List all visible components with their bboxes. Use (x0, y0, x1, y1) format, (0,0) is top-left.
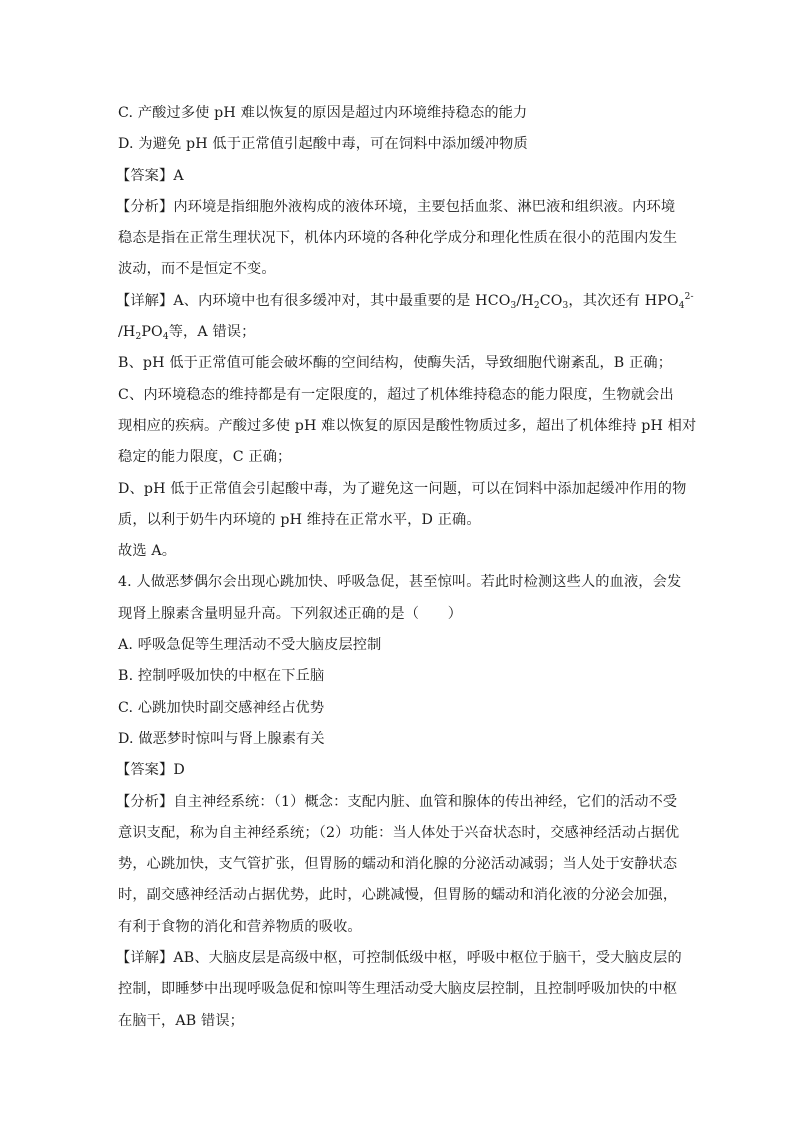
q3-detail-d-line-2: 质，以利于奶牛内环境的 pH 维持在正常水平，D 正确。 (118, 511, 481, 528)
q3-analysis-line-3: 波动，而不是恒定不变。 (118, 261, 276, 278)
q3-detail-a-line-1: 【详解】A、内环境中也有很多缓冲对，其中最重要的是 $HCO_3/H_2CO_3$，其次还有 $HPO_4^{2-}$ (116, 291, 694, 311)
q3-detail-a-line-2: $/H_2PO_4$等，A 错误； (118, 324, 256, 343)
analysis-tag: 【分析】 (116, 793, 174, 810)
q3-detail-c-line-2: 现相应的疾病。产酸过多使 pH 难以恢复的原因是酸性物质过多，超出了机体维持 pH 相对 (118, 417, 697, 434)
detail-tag: 【详解】 (116, 292, 174, 309)
q4-option-b: B. 控制呼吸加快的中枢在下丘脑 (118, 668, 325, 685)
answer-value: D (173, 762, 185, 779)
q4-stem-line-2: 现肾上腺素含量明显升高。下列叙述正确的是（ ） (118, 605, 463, 622)
q4-option-c: C. 心跳加快时副交感神经占优势 (118, 699, 325, 716)
q4-detail-line-2: 控制，即睡梦中出现呼吸急促和惊叫等生理活动受大脑皮层控制，且控制呼吸加快的中枢 (118, 981, 678, 998)
answer-value: A (173, 167, 184, 184)
q4-detail-line-3: 在脑干，AB 错误； (118, 1012, 244, 1029)
q3-detail-b: B、pH 低于正常值可能会破坏酶的空间结构，使酶失活，导致细胞代谢紊乱，B 正确； (118, 355, 673, 372)
q3-detail-c-line-1: C、内环境稳态的维持都是有一定限度的，超过了机体维持稳态的能力限度，生物就会出 (118, 386, 674, 403)
q3-analysis-line-2: 稳态是指在正常生理状况下，机体内环境的各种化学成分和理化性质在很小的范围内发生 (118, 230, 678, 247)
q4-analysis-line-1: 【分析】自主神经系统：（1）概念：支配内脏、血管和腺体的传出神经，它们的活动不受 (116, 793, 678, 810)
q4-option-a: A. 呼吸急促等生理活动不受大脑皮层控制 (118, 637, 382, 654)
q3-detail-c-line-3: 稳定的能力限度，C 正确； (118, 449, 292, 466)
answer-tag: 【答案】 (116, 167, 174, 184)
q3-conclusion: 故选 A。 (118, 543, 177, 560)
q4-stem-line-1: 4. 人做恶梦偶尔会出现心跳加快、呼吸急促，甚至惊叫。若此时检测这些人的血液，会发 (118, 574, 682, 591)
q4-option-d: D. 做恶梦时惊叫与肾上腺素有关 (118, 730, 325, 747)
analysis-tag: 【分析】 (116, 198, 174, 215)
q4-analysis-line-3: 势，心跳加快，支气管扩张，但胃肠的蠕动和消化腺的分泌活动减弱；当人处于安静状态 (118, 856, 678, 873)
q4-analysis-line-5: 有利于食物的消化和营养物质的吸收。 (118, 918, 362, 935)
q3-detail-d-line-1: D、pH 低于正常值会引起酸中毒，为了避免这一问题，可以在饲料中添加起缓冲作用的物 (118, 480, 687, 497)
q3-answer (118, 161, 678, 192)
q3-analysis-line-1 (118, 192, 678, 223)
q4-analysis-line-2: 意识支配，称为自主神经系统；（2）功能：当人体处于兴奋状态时，交感神经活动占据优 (118, 824, 680, 841)
document-page (116, 98, 697, 1037)
q4-detail-line-1: 【详解】AB、大脑皮层是高级中枢，可控制低级中枢，呼吸中枢位于脑干，受大脑皮层的 (116, 950, 682, 967)
analysis-text: 内环境是指细胞外液构成的液体环境，主要包括血浆、淋巴液和组织液。内环境 (173, 198, 676, 215)
q4-analysis-line-4: 时，副交感神经活动占据优势，此时，心跳减慢，但胃肠的蠕动和消化液的分泌会加强， (118, 887, 678, 904)
q3-option-c: C. 产酸过多使 pH 难以恢复的原因是超过内环境维持稳态的能力 (118, 105, 528, 121)
answer-tag: 【答案】 (116, 762, 174, 779)
q4-answer (118, 755, 678, 786)
detail-tag: 【详解】 (116, 950, 174, 967)
q3-option-d: D. 为避免 pH 低于正常值引起酸中毒，可在饲料中添加缓冲物质 (118, 136, 528, 153)
